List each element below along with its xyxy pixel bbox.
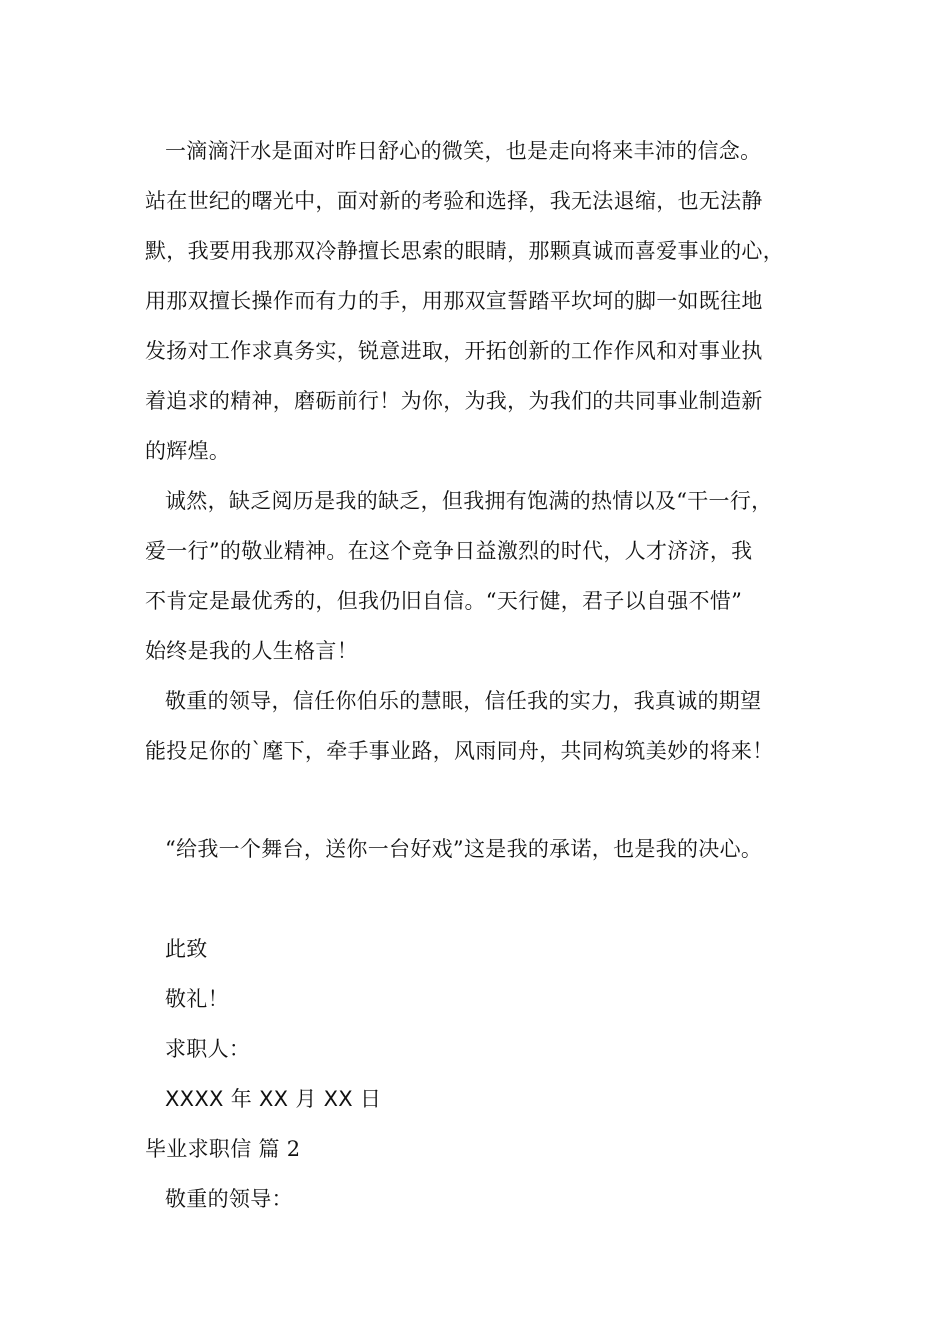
paragraph-1-line-7: 的辉煌。	[145, 439, 231, 463]
paragraph-1-line-5: 发扬对工作求真务实，锐意进取，开拓创新的工作作风和对事业执	[145, 339, 763, 363]
paragraph-2-line-4: 始终是我的人生格言！	[145, 639, 358, 663]
closing-salutation-1: 此致	[165, 937, 208, 961]
paragraph-3-line-1: 敬重的领导，信任你伯乐的慧眼，信任我的实力，我真诚的期望	[165, 689, 762, 713]
paragraph-2-line-1: 诚然，缺乏阅历是我的缺乏，但我拥有饱满的热情以及“干一行，	[165, 489, 773, 513]
promise-line: “给我一个舞台，送你一台好戏”这是我的承诺，也是我的决心。	[165, 837, 763, 861]
applicant-label: 求职人：	[165, 1037, 251, 1061]
paragraph-1-line-4: 用那双擅长操作而有力的手，用那双宣誓踏平坎坷的脚一如既往地	[145, 289, 763, 313]
next-section-title: 毕业求职信 篇 2	[145, 1137, 301, 1161]
next-greeting: 敬重的领导：	[165, 1187, 293, 1211]
paragraph-1-line-6: 着追求的精神，磨砺前行！为你，为我，为我们的共同事业制造新	[145, 389, 763, 413]
paragraph-3-line-2: 能投足你的`麾下，牵手事业路，风雨同舟，共同构筑美妙的将来！	[145, 739, 774, 763]
letter-date: XXXX 年 XX 月 XX 日	[165, 1087, 382, 1111]
paragraph-1-line-2: 站在世纪的曙光中，面对新的考验和选择，我无法退缩，也无法静	[145, 189, 763, 213]
paragraph-2-line-2: 爱一行”的敬业精神。在这个竞争日益激烈的时代，人才济济，我	[145, 539, 753, 563]
paragraph-2-line-3: 不肯定是最优秀的，但我仍旧自信。“天行健，君子以自强不惜”	[145, 589, 743, 613]
paragraph-1-line-1: 一滴滴汗水是面对昨日舒心的微笑，也是走向将来丰沛的信念。	[165, 139, 762, 163]
paragraph-1-line-3: 默，我要用我那双冷静擅长思索的眼睛，那颗真诚而喜爱事业的心，	[145, 239, 784, 263]
closing-salutation-2: 敬礼！	[165, 987, 229, 1011]
